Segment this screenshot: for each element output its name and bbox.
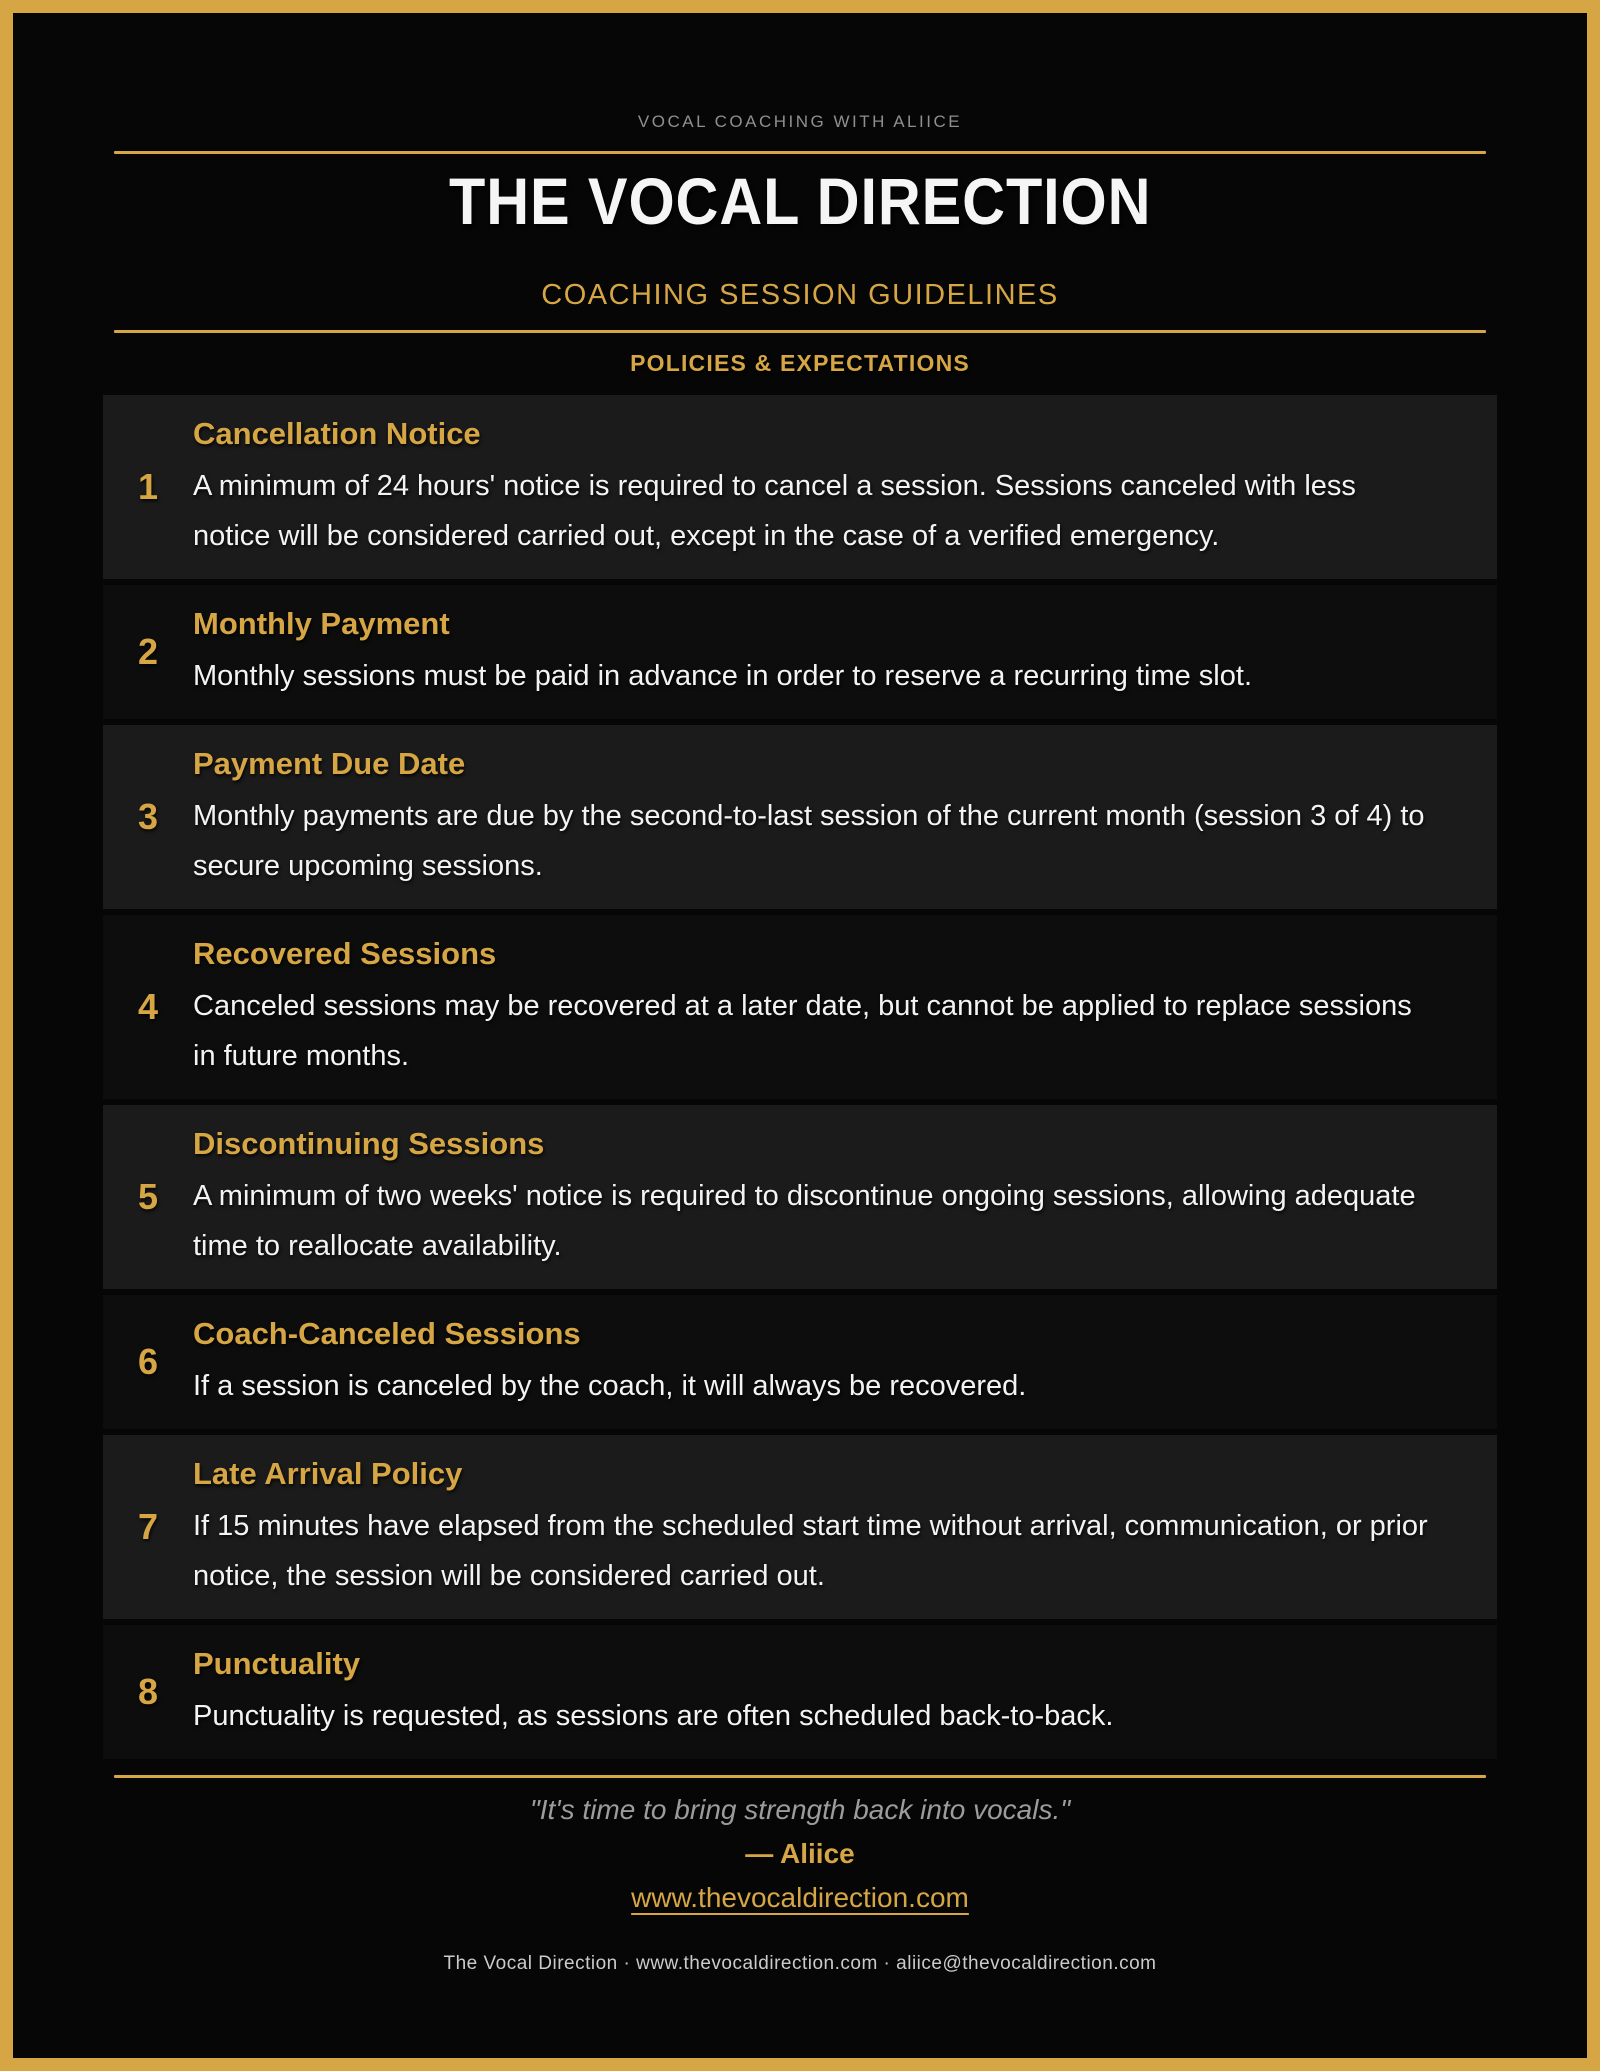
policy-number: 2: [137, 631, 159, 673]
policy-body: Monthly payments are due by the second-to-last session of the current month (session 3 of 4) to secure upcoming sessions.: [193, 800, 1425, 883]
policies-list: [103, 395, 1497, 1759]
header-divider-top: [114, 151, 1486, 154]
policy-content: [193, 603, 1497, 701]
policy-number: 4: [137, 986, 159, 1028]
policy-content: [193, 743, 1497, 891]
policy-title: Coach-Canceled Sessions: [193, 1316, 581, 1352]
section-heading: POLICIES & EXPECTATIONS: [630, 350, 970, 377]
policy-title: Recovered Sessions: [193, 936, 497, 972]
policy-body: If a session is canceled by the coach, it will always be recovered.: [193, 1370, 1027, 1403]
policy-row: [103, 395, 1497, 579]
policy-title: Payment Due Date: [193, 746, 466, 782]
policy-body: A minimum of two weeks' notice is required to discontinue ongoing sessions, allowing adequate time to reallocate availability.: [193, 1180, 1416, 1263]
footer-attribution: — Aliice: [745, 1838, 855, 1870]
policy-number: 7: [137, 1506, 159, 1548]
footer-divider: [114, 1775, 1486, 1778]
policy-content: [193, 413, 1497, 561]
policy-row: [103, 1105, 1497, 1289]
footer-website: [13, 1880, 1587, 1916]
policy-body: Canceled sessions may be recovered at a later date, but cannot be applied to replace sessions in future months.: [193, 990, 1412, 1073]
policy-number: 8: [137, 1671, 159, 1713]
policy-body: Monthly sessions must be paid in advance in order to reserve a recurring time slot.: [193, 660, 1252, 693]
policy-number: 3: [137, 796, 159, 838]
policy-content: [193, 1123, 1497, 1271]
policy-title: Late Arrival Policy: [193, 1456, 463, 1492]
policy-body: A minimum of 24 hours' notice is required to cancel a session. Sessions canceled with less notice will be considered carried out, except in the case of a verified emergency.: [193, 470, 1356, 553]
policy-content: [193, 1313, 1497, 1411]
kicker-text: VOCAL COACHING WITH ALIICE: [637, 112, 963, 131]
policy-title: Punctuality: [193, 1646, 361, 1682]
policy-row: [103, 915, 1497, 1099]
policy-row: [103, 1295, 1497, 1429]
policy-content: [193, 933, 1497, 1081]
policy-number: 5: [137, 1176, 159, 1218]
policy-title: Cancellation Notice: [193, 416, 481, 452]
policy-row: [103, 1435, 1497, 1619]
policy-number: 1: [137, 466, 159, 508]
policy-number: 6: [137, 1341, 159, 1383]
policy-content: [193, 1643, 1497, 1741]
footer-quote: "It's time to bring strength back into vocals.": [529, 1794, 1071, 1826]
policy-content: [193, 1453, 1497, 1601]
policy-title: Discontinuing Sessions: [193, 1126, 545, 1162]
policy-row: [103, 1625, 1497, 1759]
website-link[interactable]: www.thevocaldirection.com: [631, 1882, 969, 1914]
footer-contact-line: The Vocal Direction · www.thevocaldirection.com · aliice@thevocaldirection.com: [443, 1953, 1157, 1975]
policy-row: [103, 725, 1497, 909]
page-subtitle: COACHING SESSION GUIDELINES: [541, 279, 1059, 312]
policy-title: Monthly Payment: [193, 606, 450, 642]
policy-body: Punctuality is requested, as sessions are often scheduled back-to-back.: [193, 1700, 1114, 1733]
policy-row: [103, 585, 1497, 719]
page-title: THE VOCAL DIRECTION: [448, 164, 1152, 238]
policy-body: If 15 minutes have elapsed from the scheduled start time without arrival, communication, or prior notice, the session will be considered carried out.: [193, 1510, 1428, 1593]
header-divider-bottom: [114, 330, 1486, 333]
